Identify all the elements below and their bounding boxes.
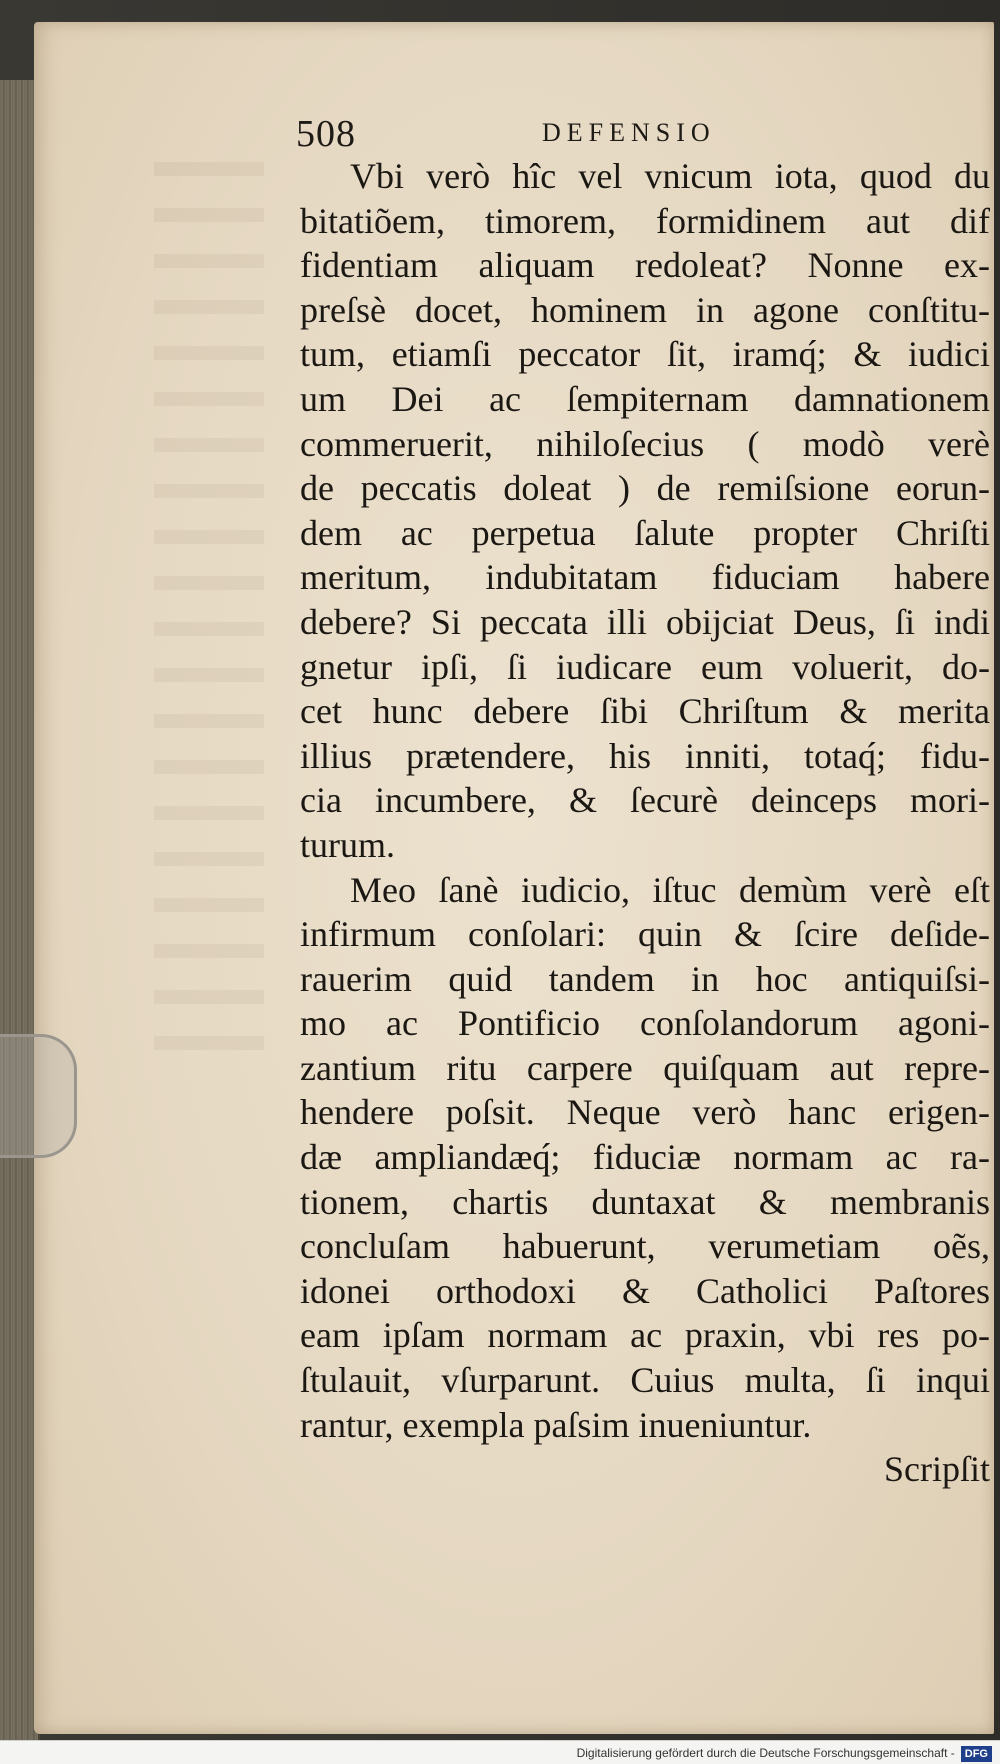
digitization-footer (0, 1740, 1000, 1764)
text-line: Vbi verò hîc vel vnicum iota, quod du (350, 156, 990, 196)
text-line: zantium ritu carpere quiſquam aut repre- (300, 1047, 990, 1088)
body-text (300, 154, 990, 1492)
text-line: illius prætendere, his inniti, totaq́; fidu- (300, 735, 990, 776)
text-line: um Dei ac ſempiternam damnationem (300, 378, 990, 419)
text-line: meritum, indubitatam fiduciam habere (300, 557, 990, 598)
catchword: Scripſit (884, 1449, 990, 1490)
text-line: idonei orthodoxi & Catholici Paſtores (300, 1270, 990, 1311)
text-line: cia incumbere, & ſecurè deinceps mori- (300, 780, 990, 821)
text-line: preſsè docet, hominem in agone conſtitu- (300, 289, 990, 330)
text-line: debere? Si peccata illi obijciat Deus, ſi indi (300, 601, 990, 642)
text-line: rauerim quid tandem in hoc antiquiſsi- (300, 958, 990, 999)
text-line: turum. (300, 824, 395, 865)
page-number: 508 (296, 113, 356, 155)
text-line: Meo ſanè iudicio, iſtuc demùm verè eſt (350, 869, 990, 910)
text-line: gnetur ipſi, ſi iudicare eum voluerit, do- (300, 646, 990, 687)
text-line: dæ ampliandæq́; fiduciæ normam ac ra- (300, 1137, 990, 1178)
text-line: commeruerit, nihiloſecius ( modò verè (300, 423, 990, 464)
show-through-text (154, 162, 264, 1062)
running-head-title: DEFENSIO (542, 118, 716, 147)
text-line: bitatiõem, timorem, formidinem aut dif (300, 200, 990, 241)
text-line: rantur, exempla paſsim inueniuntur. (300, 1404, 812, 1445)
text-line: cet hunc debere ſibi Chriſtum & merita (300, 691, 990, 732)
text-line: dem ac perpetua ſalute propter Chriſti (300, 512, 990, 553)
dfg-logo: DFG (961, 1746, 992, 1762)
text-line: ſtulauit, vſurparunt. Cuius multa, ſi inqui (300, 1360, 990, 1401)
text-line: concluſam habuerunt, verumetiam oẽs, (300, 1226, 990, 1267)
footer-credit: Digitalisierung gefördert durch die Deutsche Forschungsgemeinschaft - (576, 1746, 955, 1760)
text-line: fidentiam aliquam redoleat? Nonne ex- (300, 245, 990, 286)
text-line: de peccatis doleat ) de remiſsione eorun- (300, 468, 990, 509)
text-line: infirmum conſolari: quin & ſcire deſide- (300, 914, 990, 955)
text-line: mo ac Pontificio conſolandorum agoni- (300, 1003, 990, 1044)
text-line: eam ipſam normam ac praxin, vbi res po- (300, 1315, 990, 1356)
text-line: tionem, chartis duntaxat & membranis (300, 1181, 990, 1222)
text-line: hendere poſsit. Neque verò hanc erigen- (300, 1092, 990, 1133)
text-line: tum, etiamſi peccator ſit, iramq́; & iudici (300, 334, 990, 375)
page-clip (0, 1034, 77, 1158)
